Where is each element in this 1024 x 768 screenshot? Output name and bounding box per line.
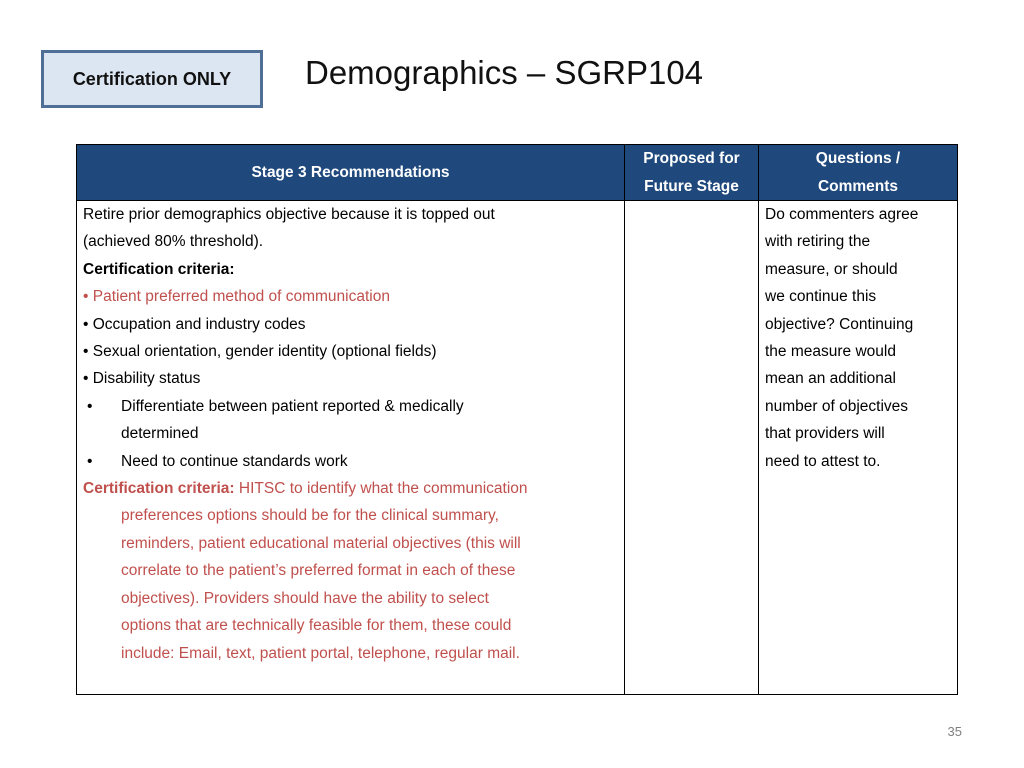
certification-only-badge: Certification ONLY xyxy=(41,50,263,108)
page-title: Demographics – SGRP104 xyxy=(305,54,704,91)
proposed-future-stage-cell xyxy=(625,201,759,695)
comment-line: with retiring the xyxy=(765,233,871,251)
comments-cell xyxy=(759,201,958,695)
comment-line: the measure would xyxy=(765,343,896,361)
criteria2-line: reminders, patient educational material objectives (this will xyxy=(121,534,521,552)
comment-line: mean an additional xyxy=(765,370,896,388)
comment-line: measure, or should xyxy=(765,260,898,278)
table-header-row xyxy=(77,145,958,201)
criteria2-line: objectives). Providers should have the ability to select xyxy=(121,589,489,607)
bullet-preferred-communication: • Patient preferred method of communication xyxy=(83,288,390,306)
criteria2-line: preferences options should be for the clinical summary, xyxy=(121,507,499,525)
bullet-disability-status: • Disability status xyxy=(83,370,201,388)
subbullet-standards-text: Need to continue standards work xyxy=(121,452,348,470)
header-questions-line2: Comments xyxy=(817,177,899,195)
table-row xyxy=(77,201,958,695)
comment-line: Do commenters agree xyxy=(765,206,919,223)
certification-criteria-2-text: HITSC to identify what the communication xyxy=(234,480,528,498)
header-questions-line1: Questions / xyxy=(815,150,901,167)
subbullet-differentiate-text: Differentiate between patient reported & medically xyxy=(121,397,464,415)
certification-criteria-2-heading: Certification criteria: xyxy=(83,480,235,498)
comment-line: that providers will xyxy=(765,425,885,443)
subbullet-differentiate xyxy=(83,393,618,420)
comment-line: we continue this xyxy=(765,288,877,306)
subbullet-standards xyxy=(83,448,618,475)
header-proposed-line1: Proposed for xyxy=(643,150,740,167)
certification-criteria-2 xyxy=(83,475,618,502)
bullet-occupation-codes: • Occupation and industry codes xyxy=(83,315,306,333)
intro-line-1: Retire prior demographics objective because it is topped out xyxy=(83,206,495,223)
bullet-marker: • xyxy=(87,452,93,470)
criteria2-line: correlate to the patient’s preferred format in each of these xyxy=(121,562,516,580)
bullet-marker: • xyxy=(87,397,93,415)
comment-line: number of objectives xyxy=(765,397,909,415)
header-questions-comments xyxy=(759,145,958,201)
header-proposed-future-stage xyxy=(625,145,759,201)
subbullet-differentiate-cont: determined xyxy=(121,425,199,443)
comment-line: objective? Continuing xyxy=(765,315,914,333)
bullet-sexual-orientation: • Sexual orientation, gender identity (optional fields) xyxy=(83,343,437,361)
header-proposed-line2: Future Stage xyxy=(644,177,739,195)
recommendations-cell xyxy=(77,201,625,695)
criteria2-line: options that are technically feasible for them, these could xyxy=(121,617,512,635)
certification-criteria-heading: Certification criteria: xyxy=(83,260,235,278)
page-number: 35 xyxy=(947,724,962,739)
intro-line-2: (achieved 80% threshold). xyxy=(83,233,264,251)
comment-line: need to attest to. xyxy=(765,452,881,470)
header-stage3-recommendations: Stage 3 Recommendations xyxy=(77,145,625,201)
recommendations-table xyxy=(76,144,958,695)
criteria2-line: include: Email, text, patient portal, telephone, regular mail. xyxy=(121,644,520,662)
